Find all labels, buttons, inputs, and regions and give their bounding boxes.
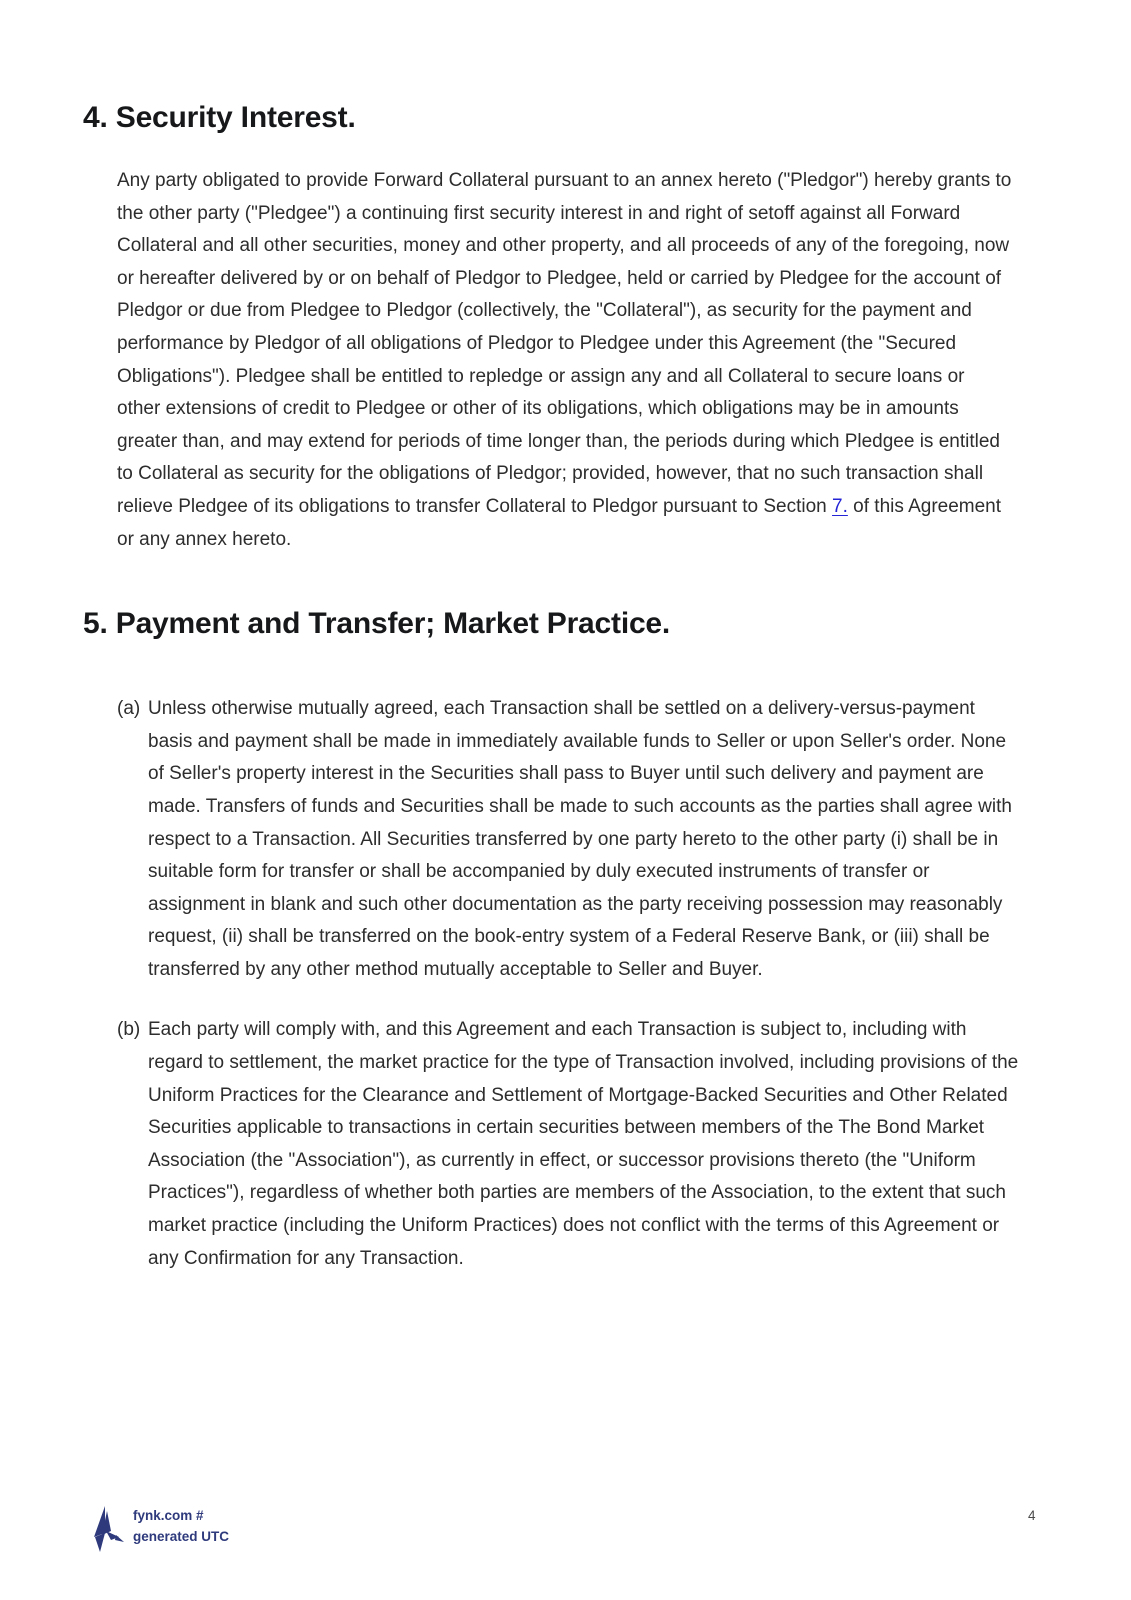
list-marker-a: (a) bbox=[117, 698, 141, 720]
section-4-paragraph-text-before: Any party obligated to provide Forward Collateral pursuant to an annex hereto ("Pledgor") hereby grants to the other party ("Pledgee") a continuing first security interest in and right of setoff against all Forward Collateral and all other securities, money and other property, and all proceeds of any of the foregoing, now or hereafter delivered by or on behalf of Pledgor to Pledgee, held or carried by Pledgee for the account of Pledgor or due from Pledgee to Pledgor (collectively, the "Collateral"), as security for the payment and performance by Pledgor of all obligations of Pledgor to Pledgee under this Agreement (the "Secured Obligations"). Pledgee shall be entitled to repledge or assign any and all Collateral to secure loans or other extensions of credit to Pledgee or other of its obligations, which obligations may be in amounts greater than, and may extend for periods of time longer than, the periods during which Pledgee is entitled to Collateral as security for the obligations of Pledgor; provided, however, that no such transaction shall relieve Pledgee of its obligations to transfer Collateral to Pledgor pursuant to Section bbox=[117, 170, 1012, 517]
section-5-heading: 5. Payment and Transfer; Market Practice. bbox=[83, 607, 671, 641]
list-marker-b: (b) bbox=[117, 1019, 141, 1041]
list-item-a-text: Unless otherwise mutually agreed, each Transaction shall be settled on a delivery-versus-payment basis and payment shall be made in immediately available funds to Seller or upon Seller's order. None of Seller's property interest in the Securities shall pass to Buyer until such delivery and payment are made. Transfers of funds and Securities shall be made to such accounts as the parties shall agree with respect to a Transaction. All Securities transferred by one party hereto to the other party (i) shall be in suitable form for transfer or shall be accompanied by duly executed instruments of transfer or assignment in blank and such other documentation as the party receiving possession may reasonably request, (ii) shall be transferred on the book-entry system of a Federal Reserve Bank, or (iii) shall be transferred by any other method mutually acceptable to Seller and Buyer. bbox=[148, 698, 1012, 980]
list-item-b bbox=[117, 1014, 1022, 1275]
page-number: 4 bbox=[1028, 1508, 1036, 1523]
page-footer bbox=[0, 1498, 1131, 1558]
section-7-link[interactable]: 7. bbox=[832, 495, 848, 517]
fynk-logo-icon bbox=[90, 1506, 124, 1552]
section-4-paragraph-text-after: of this Agreement or any annex hereto. bbox=[117, 495, 1002, 550]
footer-brand-text bbox=[133, 1505, 229, 1547]
footer-brand-line1: fynk.com # bbox=[133, 1508, 204, 1523]
list-item-b-text: Each party will comply with, and this Agreement and each Transaction is subject to, including with regard to settlement, the market practice for the type of Transaction involved, including provisions of the Uniform Practices for the Clearance and Settlement of Mortgage-Backed Securities and Other Related Securities applicable to transactions in certain securities between members of the The Bond Market Association (the "Association"), as currently in effect, or successor provisions thereto (the "Uniform Practices"), regardless of whether both parties are members of the Association, to the extent that such market practice (including the Uniform Practices) does not conflict with the terms of this Agreement or any Confirmation for any Transaction. bbox=[148, 1019, 1019, 1269]
list-item-a bbox=[117, 693, 1022, 986]
section-4-paragraph bbox=[117, 165, 1013, 556]
footer-brand-line2: generated UTC bbox=[133, 1529, 230, 1544]
section-4-heading: 4. Security Interest. bbox=[83, 101, 356, 134]
